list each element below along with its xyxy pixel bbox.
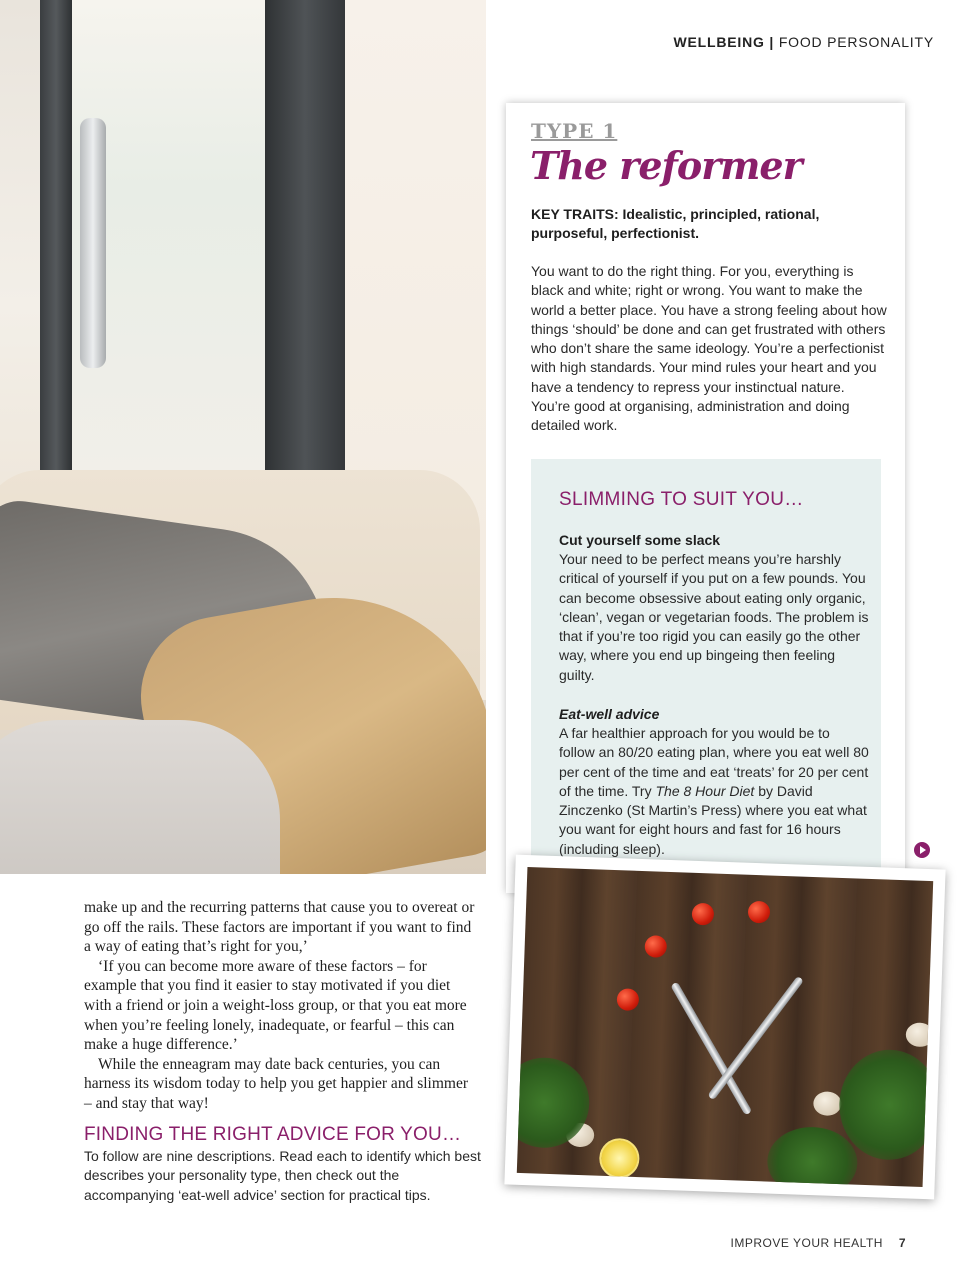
page-footer: [731, 1236, 906, 1250]
article-paragraph: make up and the recurring patterns that cause you to overeat or go off the rails. These factors are important if you want to find a way of eating that’s right for you,’: [84, 899, 475, 956]
slack-text: Your need to be perfect means you’re harshly critical of yourself if you put on a few pounds. You can become obsessive about eating only organic, ‘clean’, vegan or vegetarian foods. The problem is that if you’re too rigid you can easily go the other way, where you end up bingeing then feeling guilty.: [559, 551, 869, 683]
window-frame: [265, 0, 345, 500]
finding-text: To follow are nine descriptions. Read each to identify which best describes your personality type, then check out the accompanying ‘eat-well advice’ section for practical tips.: [84, 1148, 481, 1203]
eat-well-subheading: Eat-well advice: [559, 706, 660, 722]
eat-well-text-end: by David Zinczenko (St Martin’s Press) where you eat what you want for eight hours and fast for 16 hours (including sleep).: [559, 782, 867, 857]
eat-well-text: [559, 724, 869, 859]
publication-name: IMPROVE YOUR HEALTH: [730, 1236, 883, 1250]
tomato: [617, 988, 640, 1011]
page-number: 7: [898, 1236, 906, 1250]
section-name: WELLBEING: [673, 34, 765, 50]
mushroom: [813, 1091, 842, 1116]
finding-heading: FINDING THE RIGHT ADVICE FOR YOU…: [84, 1124, 462, 1145]
type-title: The reformer: [530, 143, 802, 188]
article-body: [84, 898, 479, 1114]
herbs: [837, 1048, 933, 1161]
arrow-right-icon: [914, 842, 930, 858]
slack-section: [559, 531, 869, 685]
section-topic: FOOD PERSONALITY: [778, 34, 934, 50]
food-photo-frame: [504, 855, 945, 1200]
lemon-slice: [599, 1138, 640, 1179]
food-photo: [517, 867, 933, 1187]
article-paragraph: While the enneagram may date back centuries, you can harness its wisdom today to help you get happier and slimmer – and stay that way!: [84, 1055, 468, 1112]
knife: [707, 976, 804, 1101]
hero-photo: [0, 0, 486, 874]
blanket: [0, 720, 280, 874]
window-frame: [40, 0, 72, 500]
herbs: [766, 1126, 858, 1187]
eat-well-section: [559, 705, 869, 859]
type-label: TYPE 1: [531, 119, 618, 143]
header-separator: |: [769, 34, 775, 50]
slimming-heading: SLIMMING TO SUIT YOU…: [559, 489, 804, 510]
key-traits: KEY TRAITS: Idealistic, principled, rational, purposeful, perfectionist.: [531, 206, 820, 241]
tomato: [748, 901, 771, 924]
type-description: You want to do the right thing. For you, everything is black and white; right or wrong. You want to make the world a better place. You have a strong feeling about how things ‘should’ be done and can get frustrated with others who don’t share the same ideology. You’re a perfectionist with high standards. Your mind rules your heart and you have a tendency to repress your instinctual nature. You’re good at organising, administration and doing detailed work.: [531, 263, 887, 434]
tomato: [644, 935, 667, 958]
eat-well-text-start: A far healthier approach for you would be to follow an 80/20 eating plan, where you eat well 80 per cent of the time and eat ‘treats’ for 20 per cent of the time. Try: [559, 725, 869, 799]
article-paragraph: ‘If you can become more aware of these factors – for example that you find it easier to stay motivated if you diet with a friend or join a weight-loss group, or that you eat more when you’re feeling lonely, inadequate, or fearful – this can make a huge difference.’: [84, 957, 467, 1054]
slack-subheading: Cut yourself some slack: [559, 532, 721, 548]
tomato: [692, 903, 715, 926]
mushroom: [905, 1022, 933, 1047]
section-header: [674, 34, 935, 50]
book-title: The 8 Hour Diet: [655, 782, 755, 799]
slimming-panel: [531, 459, 881, 879]
door-handle: [80, 118, 106, 368]
